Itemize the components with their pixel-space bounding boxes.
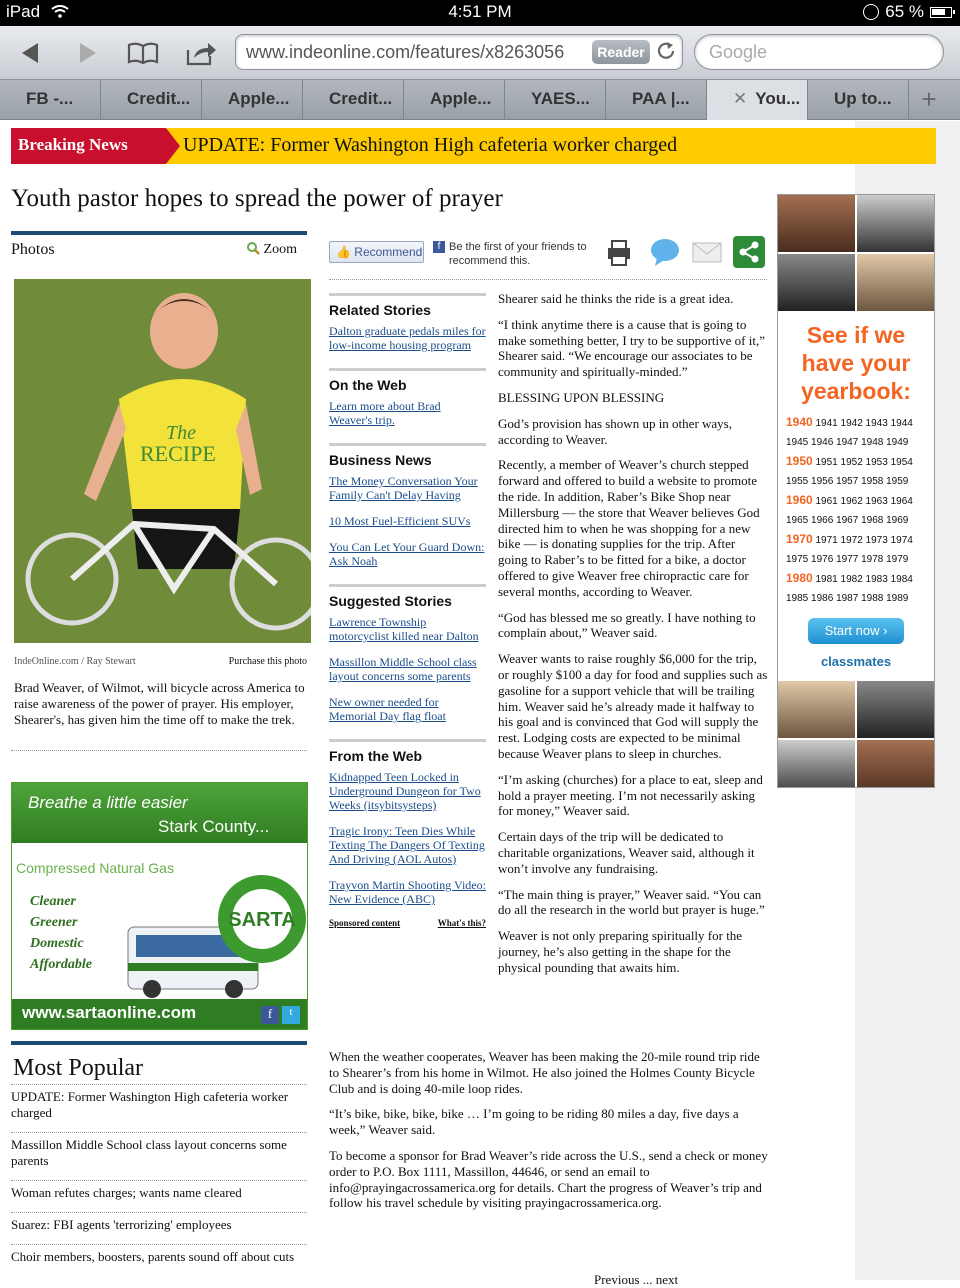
clock: 4:51 PM	[448, 2, 512, 21]
facebook-icon[interactable]: f	[261, 1006, 279, 1024]
suggested-stories-title: Suggested Stories	[329, 584, 486, 609]
rotation-lock-icon	[863, 4, 879, 20]
list-item[interactable]: Suarez: FBI agents 'terrorizing' employees	[11, 1212, 307, 1244]
tab-item[interactable]: Apple...	[404, 80, 505, 120]
from-web-link[interactable]: Tragic Irony: Teen Dies While Texting The Dangers Of Texting And Driving (AOL Autos)	[329, 824, 485, 866]
ad-words: Cleaner Greener Domestic Affordable	[30, 894, 92, 972]
svg-text:SARTA: SARTA	[228, 909, 296, 931]
article-photo[interactable]	[14, 279, 311, 643]
most-popular	[11, 1041, 307, 1276]
browser-toolbar	[0, 26, 960, 80]
list-item[interactable]: Massillon Middle School class layout concerns some parents	[11, 1132, 307, 1180]
paragraph: God’s provision has shown up in other ways, according to Weaver.	[498, 415, 732, 447]
tab-item[interactable]: YAES...	[505, 80, 606, 120]
classmates-headline: See if we have your yearbook:	[801, 322, 911, 404]
article-body-wide	[329, 1049, 769, 1221]
battery-percent: 65 %	[885, 2, 924, 21]
paragraph: Weaver is not only preparing spiritually for the journey, he’s also getting in the shape for the physical pounding that awaits him.	[498, 928, 743, 975]
tab-item[interactable]: Apple...	[202, 80, 303, 120]
fb-social-text: f Be the first of your friends to recommend this.	[433, 240, 598, 268]
paragraph: “It’s bike, bike, bike, bike … I’m going to be riding 80 miles a day, five days a week,” Weaver said.	[329, 1106, 739, 1138]
tab-item[interactable]: FB -...	[0, 80, 101, 120]
from-the-web-title: From the Web	[329, 739, 486, 764]
from-web-link[interactable]: Trayvon Martin Shooting Video: New Evidence (ABC)	[329, 878, 486, 906]
tab-item[interactable]: Up to...	[808, 80, 909, 120]
paragraph: To become a sponsor for Brad Weaver’s ride across the U.S., send a check or money order to P.O. Box 1111, Massillon, 44646, or send an email to info@prayingacrossamerica.org for details. Chart the progress of Weaver’s trip and follow his travel schedule by visiting prayingacrossamerica.org.	[329, 1147, 768, 1211]
tab-item[interactable]: Credit...	[303, 80, 404, 120]
tab-item[interactable]: PAA |...	[606, 80, 707, 120]
tab-item-active[interactable]: ✕ You...	[707, 80, 808, 120]
whats-this-link[interactable]: What's this?	[437, 918, 486, 928]
photos-header	[11, 231, 307, 259]
on-web-link[interactable]: Learn more about Brad Weaver's trip.	[329, 399, 441, 427]
tab-bar	[0, 80, 960, 120]
business-link[interactable]: 10 Most Fuel-Efficient SUVs	[329, 514, 471, 528]
tab-item[interactable]: Credit...	[101, 80, 202, 120]
recommend-button[interactable]: 👍 Recommend	[329, 241, 424, 263]
photo-credit-row	[14, 656, 307, 667]
sarta-ad[interactable]	[11, 782, 308, 1030]
from-web-link[interactable]: Kidnapped Teen Locked in Underground Dungeon for Two Weeks (itsybitsysteps)	[329, 770, 481, 812]
paragraph: “I’m asking (churches) for a place to eat, sleep and hold a prayer meeting. I’m not necessarily asking for money,” Weaver said.	[498, 771, 763, 819]
ad-url[interactable]: www.sartaonline.com	[12, 999, 307, 1029]
cyclist-photo	[14, 279, 311, 643]
ad-cng-text: Compressed Natural Gas	[16, 860, 174, 876]
bookmarks-icon[interactable]	[126, 38, 160, 68]
list-item[interactable]: UPDATE: Former Washington High cafeteria worker charged	[11, 1084, 307, 1132]
sponsored-link[interactable]: Sponsored content	[329, 918, 401, 928]
photo-caption: Brad Weaver, of Wilmot, will bicycle across America to raise awareness of the power of prayer. His employer, Shearer's, has given him the time off to make the trek.	[14, 680, 305, 727]
related-link[interactable]: Dalton graduate pedals miles for low-income housing program	[329, 324, 486, 352]
business-link[interactable]: You Can Let Your Guard Down: Ask Noah	[329, 540, 485, 568]
yearbook-photos-bottom	[778, 681, 934, 788]
device-label: iPad	[6, 2, 41, 21]
reader-button[interactable]: Reader	[592, 40, 650, 64]
paragraph: Certain days of the trip will be dedicated to charitable organizations, Weaver said, although it won’t involve any fundraising.	[498, 829, 755, 876]
year-grid: 1940 1941 1942 1943 1944 1945 1946 1947 1948 1949 1950 1951 1952 1953 1954 1955 1956 1957 1958 1959 1960 1961 1962 1963 1964 1965 1966 1967 1968 1969 1970 1971 1972 1973 1974 1975 1976 1977 1978 1979 1980 1981 1982 1983 1984 1985 1986 1987 1988 1989	[786, 415, 913, 604]
business-link[interactable]: The Money Conversation Your Family Can't Delay Having	[329, 474, 478, 502]
paragraph: Weaver wants to raise roughly $6,000 for the trip, or roughly $100 a day for food and supplies such as gasoline for a support vehicle that will be trailing him. Weaver said he’s already made it halfway to his goal and is convinced that God will supply the rest. Lodging costs are expected to be minimal because Weaver plans to sleep in churches.	[498, 651, 768, 761]
paragraph: Shearer said he thinks the ride is a great idea.	[498, 291, 734, 306]
back-icon[interactable]	[14, 38, 48, 68]
email-icon[interactable]	[691, 236, 723, 268]
close-tab-icon[interactable]: ✕	[733, 89, 748, 108]
svg-text:The: The	[166, 422, 196, 444]
related-stories-title: Related Stories	[329, 293, 486, 318]
battery-icon	[930, 7, 952, 18]
breaking-news-bar[interactable]	[11, 128, 936, 164]
photo-credit: IndeOnline.com / Ray Stewart	[14, 656, 136, 667]
share-row	[329, 236, 767, 274]
list-item[interactable]: Choir members, boosters, parents sound off about cuts	[11, 1244, 307, 1276]
paragraph: “God has blessed me so greatly. I have nothing to complain about,” Weaver said.	[498, 609, 756, 641]
print-icon[interactable]	[603, 236, 635, 268]
new-tab-icon[interactable]: +	[921, 84, 937, 114]
photos-label: Photos	[11, 241, 55, 258]
suggested-link[interactable]: Massillon Middle School class layout concerns some parents	[329, 655, 477, 683]
list-item[interactable]: Woman refutes charges; wants name cleared	[11, 1180, 307, 1212]
ad-line-1: Breathe a little easier	[28, 793, 188, 812]
classmates-ad[interactable]	[777, 194, 935, 788]
related-links-column	[329, 293, 486, 944]
share-action-icon[interactable]	[184, 38, 218, 68]
facebook-icon: f	[433, 241, 445, 253]
paragraph: “I think anytime there is a cause that is going to make something better, I try to be supportive of it,” Shearer said. “We encourage our associates to be community and spiritually-minded.”	[498, 316, 765, 380]
bus-graphic	[122, 871, 308, 1001]
subheading: BLESSING UPON BLESSING	[498, 389, 665, 405]
start-now-button[interactable]: Start now ›	[808, 618, 904, 644]
svg-text:RECIPE: RECIPE	[140, 441, 216, 466]
prev-next-nav[interactable]: Previous ... next	[594, 1272, 679, 1287]
most-popular-title: Most Popular	[13, 1055, 144, 1081]
on-the-web-title: On the Web	[329, 368, 486, 393]
comment-icon[interactable]	[649, 236, 681, 268]
magnifier-icon	[246, 241, 260, 255]
zoom-button[interactable]: Zoom	[246, 241, 297, 258]
paragraph: When the weather cooperates, Weaver has been making the 20-mile round trip ride to Shearer’s from his home in Wilmot. He also joined the Holmes County Bicycle Club and is doing 40-mile loop rides.	[329, 1049, 760, 1096]
breaking-news-label: Breaking News	[11, 128, 166, 164]
article-headline: Youth pastor hopes to spread the power of prayer	[11, 185, 503, 212]
search-field[interactable]: Google	[694, 34, 944, 70]
url-field[interactable]: www.indeonline.com/features/x8263056	[235, 34, 683, 70]
business-news-title: Business News	[329, 443, 486, 468]
ad-line-2: Stark County...	[158, 817, 270, 836]
reload-icon[interactable]	[655, 40, 677, 62]
purchase-photo-link[interactable]: Purchase this photo	[228, 656, 307, 667]
yearbook-photos-top	[778, 195, 934, 311]
status-bar	[0, 0, 960, 26]
twitter-icon[interactable]: t	[282, 1006, 300, 1024]
web-page	[0, 121, 960, 1287]
classmates-logo: classmates	[820, 654, 892, 669]
sponsored-row	[329, 918, 486, 928]
breaking-news-text[interactable]: UPDATE: Former Washington High cafeteria worker charged	[183, 134, 678, 156]
suggested-link[interactable]: Lawrence Township motorcyclist killed near Dalton	[329, 615, 479, 643]
thumbs-up-icon: 👍	[336, 245, 351, 259]
forward-icon[interactable]	[70, 38, 104, 68]
article-body	[498, 291, 768, 985]
share-icon[interactable]	[733, 236, 765, 268]
paragraph: Recently, a member of Weaver’s church stepped forward and offered to build a website to promote the ride. In addition, Raber’s Bike Shop near Millersburg — the store that Weaver believes God directed him to when he was shopping for a new bike — is donating supplies for the trip. After going to Raber’s to be fitted for a bike, a doctor offered to give Weaver free chiropractic care for several months, according to Weaver.	[498, 457, 760, 599]
suggested-link[interactable]: New owner needed for Memorial Day flag float	[329, 695, 446, 723]
paragraph: “The main thing is prayer,” Weaver said. “You can do all the research in the world but prayer is huge.”	[498, 886, 765, 918]
